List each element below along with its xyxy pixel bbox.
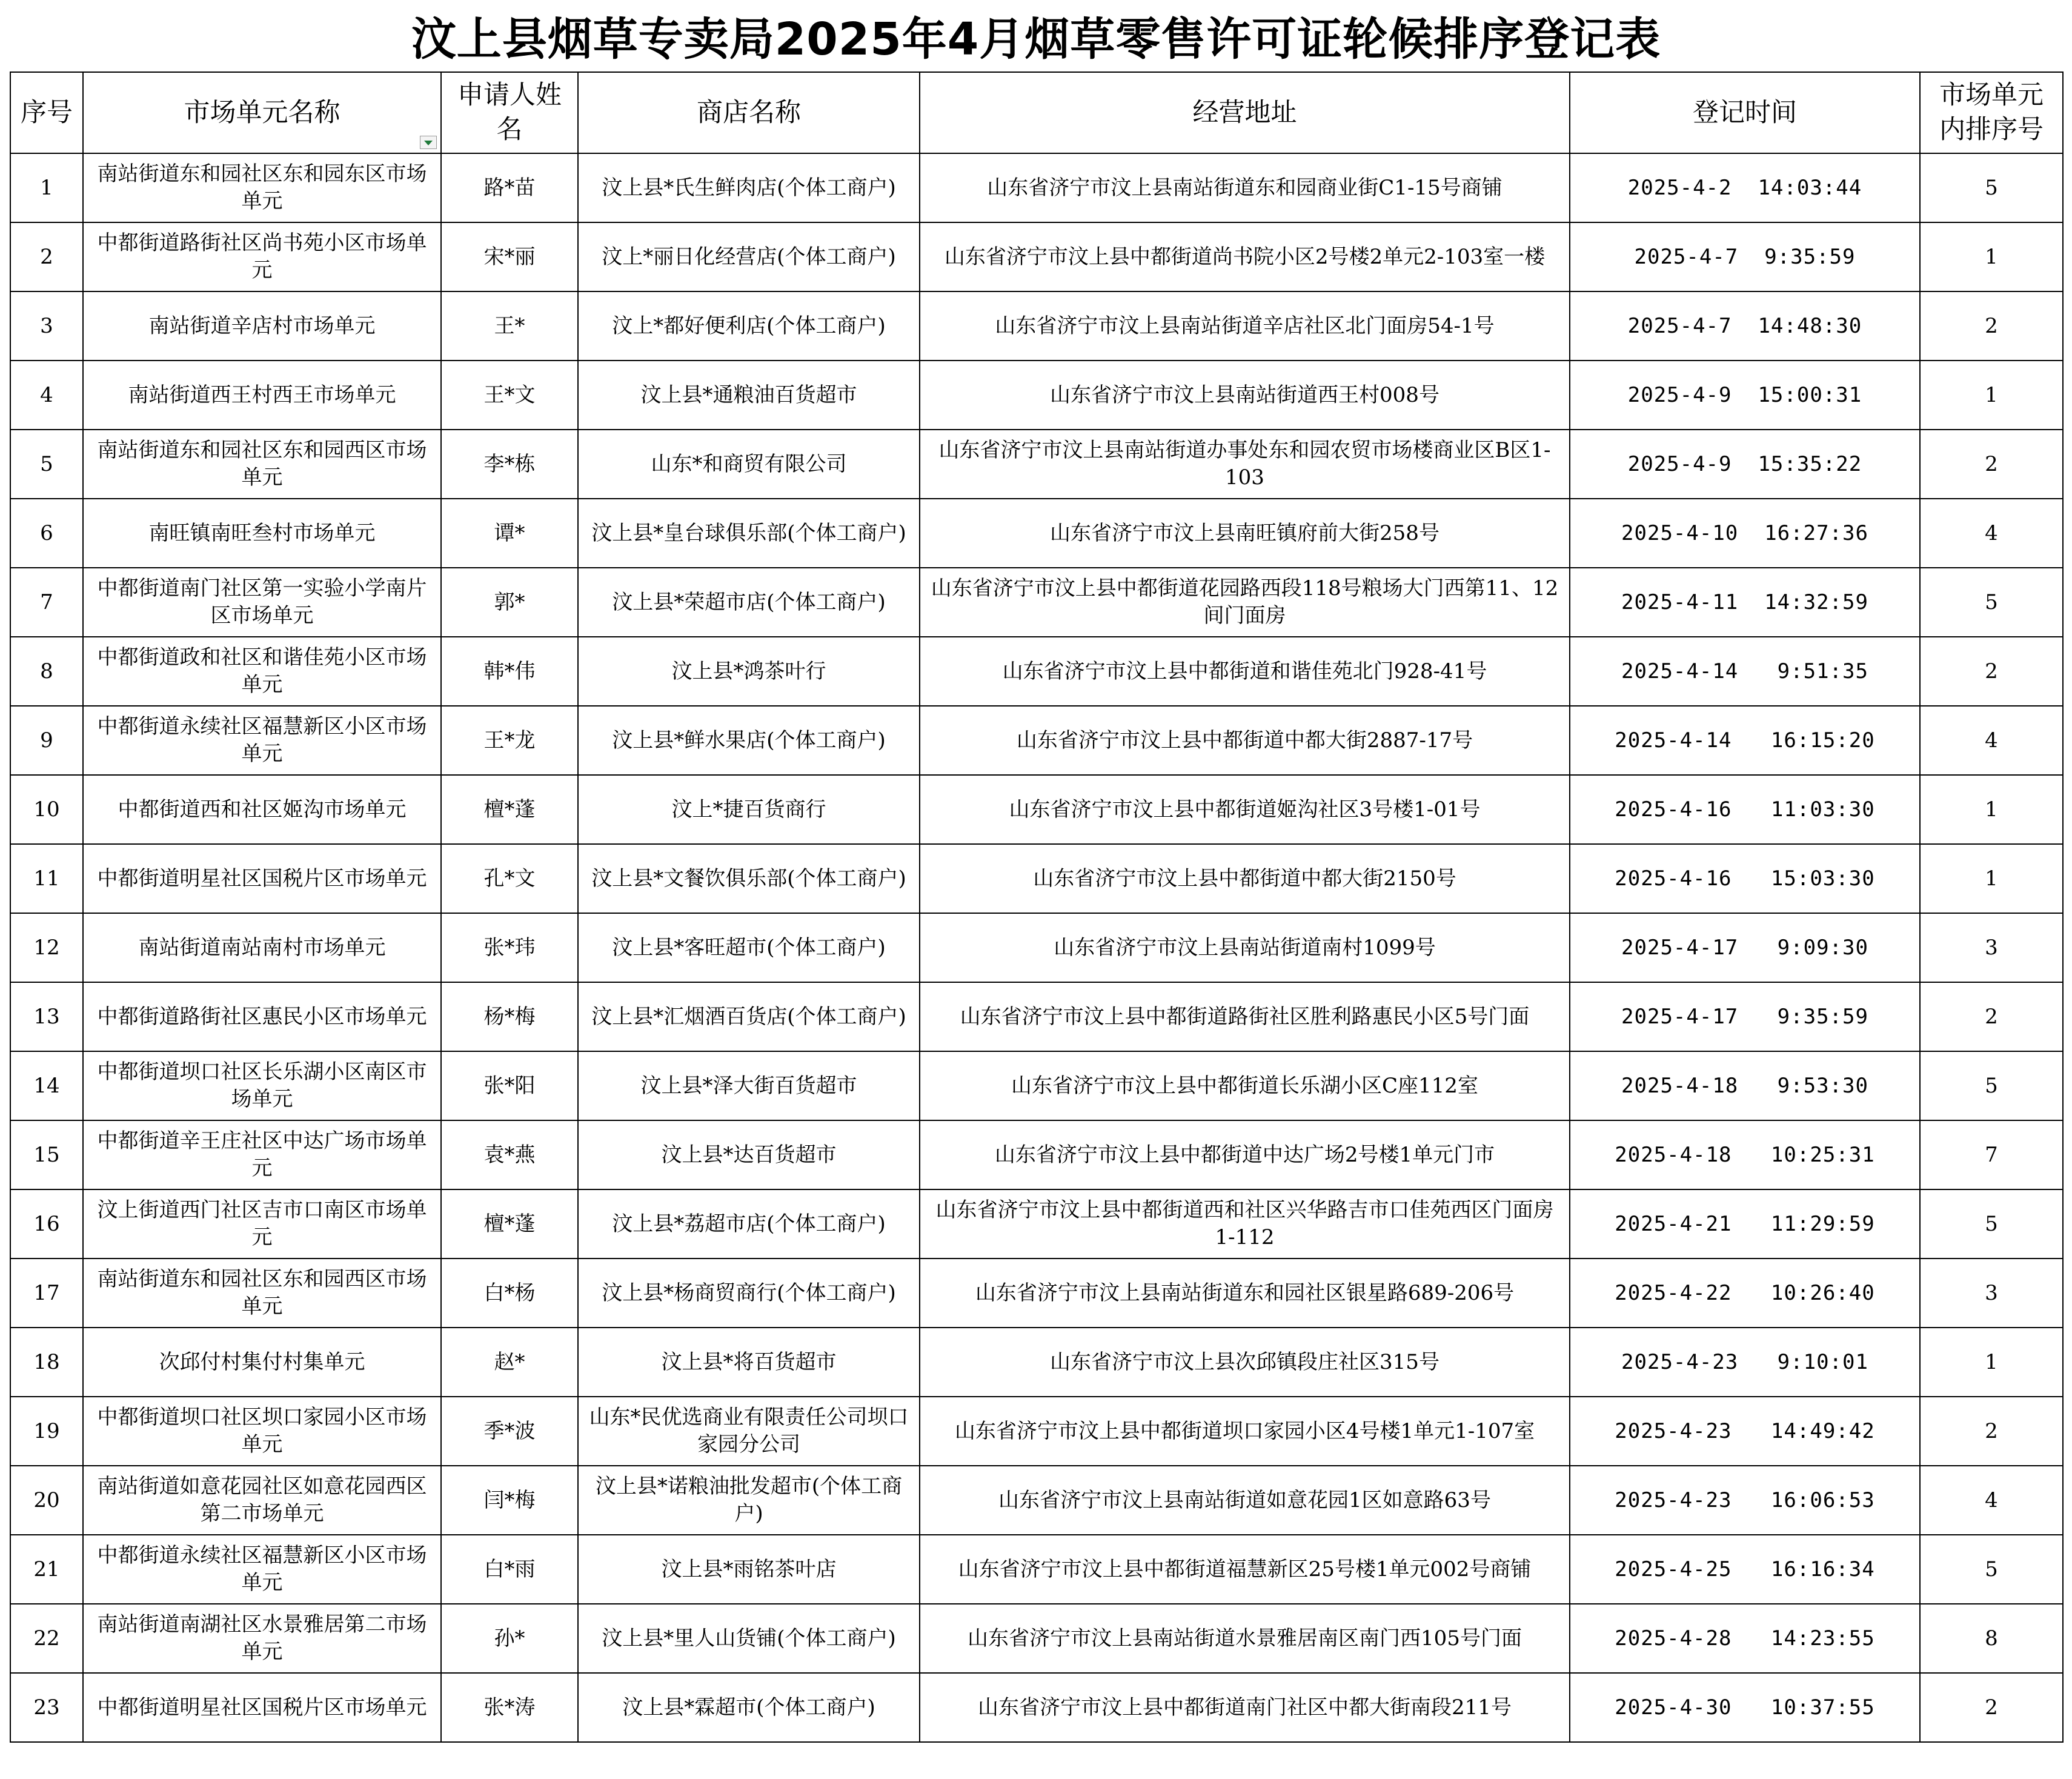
cell-no: 1 bbox=[10, 153, 83, 222]
cell-shop: 汶上*都好便利店(个体工商户) bbox=[578, 291, 920, 361]
cell-shop: 汶上县*鲜水果店(个体工商户) bbox=[578, 706, 920, 775]
cell-shop: 汶上*捷百货商行 bbox=[578, 775, 920, 844]
table-row bbox=[10, 913, 2063, 982]
cell-applicant: 宋*丽 bbox=[441, 222, 578, 291]
cell-address: 山东省济宁市汶上县南站街道辛店社区北门面房54-1号 bbox=[920, 291, 1570, 361]
cell-rank: 8 bbox=[1920, 1604, 2063, 1673]
table-row bbox=[10, 844, 2063, 913]
cell-no: 2 bbox=[10, 222, 83, 291]
cell-address: 山东省济宁市汶上县南站街道西王村008号 bbox=[920, 361, 1570, 430]
cell-no: 16 bbox=[10, 1189, 83, 1259]
table-row bbox=[10, 706, 2063, 775]
cell-no: 9 bbox=[10, 706, 83, 775]
cell-address: 山东省济宁市汶上县南站街道办事处东和园农贸市场楼商业区B区1-103 bbox=[920, 430, 1570, 499]
cell-time: 2025-4-2 14:03:44 bbox=[1570, 153, 1920, 222]
cell-applicant: 白*雨 bbox=[441, 1535, 578, 1604]
cell-address: 山东省济宁市汶上县中都街道中都大街2150号 bbox=[920, 844, 1570, 913]
cell-market: 南站街道西王村西王市场单元 bbox=[83, 361, 441, 430]
cell-applicant: 张*玮 bbox=[441, 913, 578, 982]
table-row bbox=[10, 1051, 2063, 1120]
header-address: 经营地址 bbox=[920, 72, 1570, 153]
cell-no: 8 bbox=[10, 637, 83, 706]
table-row bbox=[10, 1535, 2063, 1604]
cell-applicant: 张*涛 bbox=[441, 1673, 578, 1742]
cell-shop: 汶上县*汇烟酒百货店(个体工商户) bbox=[578, 982, 920, 1051]
cell-market: 南站街道南湖社区水景雅居第二市场单元 bbox=[83, 1604, 441, 1673]
cell-rank: 4 bbox=[1920, 706, 2063, 775]
cell-shop: 汶上县*雨铭茶叶店 bbox=[578, 1535, 920, 1604]
header-market[interactable] bbox=[83, 72, 441, 153]
cell-no: 20 bbox=[10, 1466, 83, 1535]
header-rank: 市场单元内排序号 bbox=[1920, 72, 2063, 153]
cell-rank: 5 bbox=[1920, 1189, 2063, 1259]
cell-market: 南站街道南站南村市场单元 bbox=[83, 913, 441, 982]
table-body bbox=[10, 153, 2063, 1742]
cell-applicant: 王* bbox=[441, 291, 578, 361]
cell-applicant: 韩*伟 bbox=[441, 637, 578, 706]
cell-time: 2025-4-28 14:23:55 bbox=[1570, 1604, 1920, 1673]
table-row bbox=[10, 1397, 2063, 1466]
registration-table bbox=[10, 71, 2064, 1743]
cell-market: 南旺镇南旺叁村市场单元 bbox=[83, 499, 441, 568]
table-row bbox=[10, 153, 2063, 222]
cell-shop: 汶上县*杨商贸商行(个体工商户) bbox=[578, 1259, 920, 1328]
cell-no: 18 bbox=[10, 1328, 83, 1397]
cell-rank: 2 bbox=[1920, 430, 2063, 499]
cell-rank: 5 bbox=[1920, 568, 2063, 637]
cell-market: 中都街道明星社区国税片区市场单元 bbox=[83, 1673, 441, 1742]
cell-applicant: 孔*文 bbox=[441, 844, 578, 913]
cell-time: 2025-4-16 11:03:30 bbox=[1570, 775, 1920, 844]
cell-address: 山东省济宁市汶上县南站街道东和园社区银星路689-206号 bbox=[920, 1259, 1570, 1328]
table-row bbox=[10, 1189, 2063, 1259]
cell-rank: 2 bbox=[1920, 1397, 2063, 1466]
cell-no: 14 bbox=[10, 1051, 83, 1120]
header-applicant: 申请人姓名 bbox=[441, 72, 578, 153]
cell-shop: 汶上*丽日化经营店(个体工商户) bbox=[578, 222, 920, 291]
table-row bbox=[10, 1120, 2063, 1189]
cell-address: 山东省济宁市汶上县南站街道水景雅居南区南门西105号门面 bbox=[920, 1604, 1570, 1673]
cell-applicant: 李*栋 bbox=[441, 430, 578, 499]
header-no: 序号 bbox=[10, 72, 83, 153]
cell-address: 山东省济宁市汶上县中都街道中达广场2号楼1单元门市 bbox=[920, 1120, 1570, 1189]
cell-applicant: 闫*梅 bbox=[441, 1466, 578, 1535]
cell-rank: 2 bbox=[1920, 1673, 2063, 1742]
cell-market: 汶上街道西门社区吉市口南区市场单元 bbox=[83, 1189, 441, 1259]
cell-address: 山东省济宁市汶上县中都街道尚书院小区2号楼2单元2-103室一楼 bbox=[920, 222, 1570, 291]
cell-rank: 5 bbox=[1920, 153, 2063, 222]
cell-shop: 汶上县*荣超市店(个体工商户) bbox=[578, 568, 920, 637]
table-header-row bbox=[10, 72, 2063, 153]
table-row bbox=[10, 775, 2063, 844]
cell-time: 2025-4-21 11:29:59 bbox=[1570, 1189, 1920, 1259]
cell-address: 山东省济宁市汶上县中都街道和谐佳苑北门928-41号 bbox=[920, 637, 1570, 706]
cell-rank: 3 bbox=[1920, 913, 2063, 982]
cell-market: 次邱付村集付村集单元 bbox=[83, 1328, 441, 1397]
cell-address: 山东省济宁市汶上县中都街道长乐湖小区C座112室 bbox=[920, 1051, 1570, 1120]
cell-applicant: 袁*燕 bbox=[441, 1120, 578, 1189]
table-row bbox=[10, 1259, 2063, 1328]
cell-shop: 山东*民优选商业有限责任公司坝口家园分公司 bbox=[578, 1397, 920, 1466]
cell-address: 山东省济宁市汶上县中都街道中都大街2887-17号 bbox=[920, 706, 1570, 775]
cell-rank: 5 bbox=[1920, 1535, 2063, 1604]
cell-applicant: 赵* bbox=[441, 1328, 578, 1397]
cell-no: 22 bbox=[10, 1604, 83, 1673]
cell-no: 3 bbox=[10, 291, 83, 361]
cell-no: 6 bbox=[10, 499, 83, 568]
cell-market: 中都街道辛王庄社区中达广场市场单元 bbox=[83, 1120, 441, 1189]
table-row bbox=[10, 361, 2063, 430]
cell-shop: 汶上县*通粮油百货超市 bbox=[578, 361, 920, 430]
table-row bbox=[10, 222, 2063, 291]
table-row bbox=[10, 637, 2063, 706]
cell-rank: 4 bbox=[1920, 499, 2063, 568]
cell-market: 南站街道辛店村市场单元 bbox=[83, 291, 441, 361]
table-row bbox=[10, 568, 2063, 637]
cell-applicant: 杨*梅 bbox=[441, 982, 578, 1051]
cell-market: 南站街道如意花园社区如意花园西区第二市场单元 bbox=[83, 1466, 441, 1535]
cell-time: 2025-4-14 16:15:20 bbox=[1570, 706, 1920, 775]
cell-time: 2025-4-18 10:25:31 bbox=[1570, 1120, 1920, 1189]
cell-shop: 汶上县*泽大街百货超市 bbox=[578, 1051, 920, 1120]
table-row bbox=[10, 1466, 2063, 1535]
cell-market: 中都街道路街社区惠民小区市场单元 bbox=[83, 982, 441, 1051]
cell-applicant: 白*杨 bbox=[441, 1259, 578, 1328]
cell-market: 南站街道东和园社区东和园东区市场单元 bbox=[83, 153, 441, 222]
cell-time: 2025-4-18 9:53:30 bbox=[1570, 1051, 1920, 1120]
header-market-label: 市场单元名称 bbox=[184, 97, 340, 128]
table-row bbox=[10, 291, 2063, 361]
cell-no: 12 bbox=[10, 913, 83, 982]
cell-address: 山东省济宁市汶上县中都街道福慧新区25号楼1单元002号商铺 bbox=[920, 1535, 1570, 1604]
cell-applicant: 檀*蓬 bbox=[441, 775, 578, 844]
cell-address: 山东省济宁市汶上县南站街道东和园商业街C1-15号商铺 bbox=[920, 153, 1570, 222]
cell-rank: 1 bbox=[1920, 361, 2063, 430]
cell-shop: 汶上县*氏生鲜肉店(个体工商户) bbox=[578, 153, 920, 222]
cell-market: 中都街道坝口社区长乐湖小区南区市场单元 bbox=[83, 1051, 441, 1120]
cell-market: 中都街道永续社区福慧新区小区市场单元 bbox=[83, 706, 441, 775]
cell-no: 17 bbox=[10, 1259, 83, 1328]
cell-no: 13 bbox=[10, 982, 83, 1051]
cell-shop: 汶上县*霖超市(个体工商户) bbox=[578, 1673, 920, 1742]
cell-applicant: 季*波 bbox=[441, 1397, 578, 1466]
cell-time: 2025-4-23 14:49:42 bbox=[1570, 1397, 1920, 1466]
cell-rank: 2 bbox=[1920, 982, 2063, 1051]
cell-address: 山东省济宁市汶上县中都街道花园路西段118号粮场大门西第11、12间门面房 bbox=[920, 568, 1570, 637]
cell-time: 2025-4-10 16:27:36 bbox=[1570, 499, 1920, 568]
cell-rank: 4 bbox=[1920, 1466, 2063, 1535]
cell-no: 10 bbox=[10, 775, 83, 844]
cell-time: 2025-4-17 9:35:59 bbox=[1570, 982, 1920, 1051]
cell-time: 2025-4-9 15:00:31 bbox=[1570, 361, 1920, 430]
cell-applicant: 檀*蓬 bbox=[441, 1189, 578, 1259]
cell-no: 11 bbox=[10, 844, 83, 913]
cell-market: 中都街道路街社区尚书苑小区市场单元 bbox=[83, 222, 441, 291]
cell-market: 中都街道南门社区第一实验小学南片区市场单元 bbox=[83, 568, 441, 637]
header-shop: 商店名称 bbox=[578, 72, 920, 153]
cell-no: 5 bbox=[10, 430, 83, 499]
cell-market: 中都街道永续社区福慧新区小区市场单元 bbox=[83, 1535, 441, 1604]
cell-address: 山东省济宁市汶上县次邱镇段庄社区315号 bbox=[920, 1328, 1570, 1397]
cell-rank: 1 bbox=[1920, 775, 2063, 844]
cell-rank: 7 bbox=[1920, 1120, 2063, 1189]
cell-market: 中都街道政和社区和谐佳苑小区市场单元 bbox=[83, 637, 441, 706]
cell-shop: 汶上县*将百货超市 bbox=[578, 1328, 920, 1397]
cell-time: 2025-4-16 15:03:30 bbox=[1570, 844, 1920, 913]
cell-shop: 山东*和商贸有限公司 bbox=[578, 430, 920, 499]
header-time: 登记时间 bbox=[1570, 72, 1920, 153]
table-row bbox=[10, 499, 2063, 568]
cell-no: 21 bbox=[10, 1535, 83, 1604]
cell-applicant: 路*苗 bbox=[441, 153, 578, 222]
page-title: 汶上县烟草专卖局2025年4月烟草零售许可证轮候排序登记表 bbox=[411, 13, 1661, 65]
cell-no: 15 bbox=[10, 1120, 83, 1189]
cell-address: 山东省济宁市汶上县南站街道南村1099号 bbox=[920, 913, 1570, 982]
table-row bbox=[10, 430, 2063, 499]
cell-no: 19 bbox=[10, 1397, 83, 1466]
table-row bbox=[10, 1673, 2063, 1742]
cell-time: 2025-4-23 16:06:53 bbox=[1570, 1466, 1920, 1535]
cell-address: 山东省济宁市汶上县中都街道路街社区胜利路惠民小区5号门面 bbox=[920, 982, 1570, 1051]
cell-applicant: 张*阳 bbox=[441, 1051, 578, 1120]
cell-no: 4 bbox=[10, 361, 83, 430]
cell-market: 中都街道明星社区国税片区市场单元 bbox=[83, 844, 441, 913]
cell-rank: 1 bbox=[1920, 222, 2063, 291]
cell-shop: 汶上县*文餐饮俱乐部(个体工商户) bbox=[578, 844, 920, 913]
cell-time: 2025-4-25 16:16:34 bbox=[1570, 1535, 1920, 1604]
cell-time: 2025-4-17 9:09:30 bbox=[1570, 913, 1920, 982]
cell-applicant: 谭* bbox=[441, 499, 578, 568]
cell-time: 2025-4-7 14:48:30 bbox=[1570, 291, 1920, 361]
cell-shop: 汶上县*诺粮油批发超市(个体工商户) bbox=[578, 1466, 920, 1535]
cell-time: 2025-4-14 9:51:35 bbox=[1570, 637, 1920, 706]
cell-shop: 汶上县*荔超市店(个体工商户) bbox=[578, 1189, 920, 1259]
cell-time: 2025-4-30 10:37:55 bbox=[1570, 1673, 1920, 1742]
cell-market: 中都街道坝口社区坝口家园小区市场单元 bbox=[83, 1397, 441, 1466]
cell-time: 2025-4-11 14:32:59 bbox=[1570, 568, 1920, 637]
cell-time: 2025-4-7 9:35:59 bbox=[1570, 222, 1920, 291]
cell-rank: 2 bbox=[1920, 637, 2063, 706]
cell-time: 2025-4-9 15:35:22 bbox=[1570, 430, 1920, 499]
cell-shop: 汶上县*鸿茶叶行 bbox=[578, 637, 920, 706]
cell-market: 中都街道西和社区姬沟市场单元 bbox=[83, 775, 441, 844]
cell-address: 山东省济宁市汶上县中都街道姬沟社区3号楼1-01号 bbox=[920, 775, 1570, 844]
cell-rank: 1 bbox=[1920, 1328, 2063, 1397]
cell-market: 南站街道东和园社区东和园西区市场单元 bbox=[83, 1259, 441, 1328]
cell-time: 2025-4-22 10:26:40 bbox=[1570, 1259, 1920, 1328]
cell-address: 山东省济宁市汶上县中都街道坝口家园小区4号楼1单元1-107室 bbox=[920, 1397, 1570, 1466]
cell-applicant: 王*文 bbox=[441, 361, 578, 430]
cell-rank: 5 bbox=[1920, 1051, 2063, 1120]
table-row bbox=[10, 1604, 2063, 1673]
cell-rank: 3 bbox=[1920, 1259, 2063, 1328]
filter-dropdown-icon[interactable] bbox=[420, 136, 437, 149]
cell-address: 山东省济宁市汶上县南站街道如意花园1区如意路63号 bbox=[920, 1466, 1570, 1535]
cell-rank: 1 bbox=[1920, 844, 2063, 913]
cell-shop: 汶上县*皇台球俱乐部(个体工商户) bbox=[578, 499, 920, 568]
cell-no: 23 bbox=[10, 1673, 83, 1742]
cell-applicant: 王*龙 bbox=[441, 706, 578, 775]
cell-address: 山东省济宁市汶上县中都街道南门社区中都大街南段211号 bbox=[920, 1673, 1570, 1742]
table-row bbox=[10, 982, 2063, 1051]
cell-market: 南站街道东和园社区东和园西区市场单元 bbox=[83, 430, 441, 499]
cell-time: 2025-4-23 9:10:01 bbox=[1570, 1328, 1920, 1397]
cell-applicant: 孙* bbox=[441, 1604, 578, 1673]
cell-applicant: 郭* bbox=[441, 568, 578, 637]
cell-address: 山东省济宁市汶上县中都街道西和社区兴华路吉市口佳苑西区门面房1-112 bbox=[920, 1189, 1570, 1259]
cell-shop: 汶上县*客旺超市(个体工商户) bbox=[578, 913, 920, 982]
cell-shop: 汶上县*里人山货铺(个体工商户) bbox=[578, 1604, 920, 1673]
cell-shop: 汶上县*达百货超市 bbox=[578, 1120, 920, 1189]
cell-no: 7 bbox=[10, 568, 83, 637]
cell-rank: 2 bbox=[1920, 291, 2063, 361]
cell-address: 山东省济宁市汶上县南旺镇府前大街258号 bbox=[920, 499, 1570, 568]
table-row bbox=[10, 1328, 2063, 1397]
